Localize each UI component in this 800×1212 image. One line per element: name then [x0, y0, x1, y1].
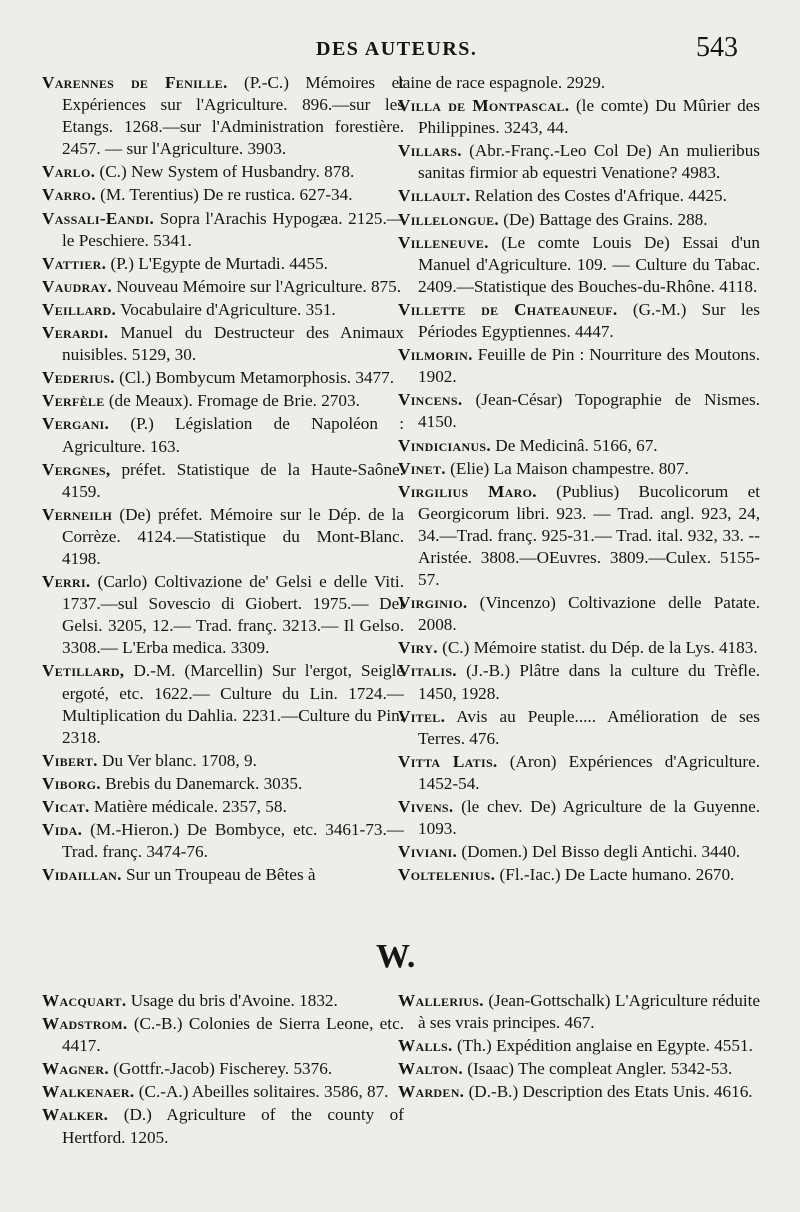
index-entry — [398, 841, 760, 863]
entry-author-name: Vederius. — [42, 368, 115, 388]
index-entry — [398, 1035, 760, 1057]
entry-text: (Isaac) The compleat Angler. 5342-53. — [462, 1059, 733, 1079]
entry-author-name: Vincens. — [398, 390, 463, 410]
entry-text: (P.-C.) Mémoires et Expériences sur l'Agriculture. 896.—sur les Etangs. 1268.—sur l'Administration forestière. 2457. — sur l'Agriculture. 3903. — [62, 73, 404, 159]
entry-author-name: Vilmorin. — [398, 345, 473, 365]
entry-text: (Publius) Bucolicorum et Georgicorum libri. 923. — Trad. angl. 923, 24, 34.—Trad. franç. 925-31.— Trad. ital. 932, 33. -- Aristée. 3808.—OEuvres. 3809.—Culex. 5155-57. — [418, 481, 760, 590]
entry-text: Vocabulaire d'Agriculture. 351. — [116, 299, 336, 319]
entry-author-name: Wallerius. — [398, 991, 484, 1010]
index-entry — [398, 95, 760, 139]
entry-text: (De) Battage des Grains. 288. — [499, 209, 708, 229]
entry-author-name: Vindicianus. — [398, 435, 491, 455]
entry-text: (Carlo) Coltivazione de' Gelsi e delle Viti. 1737.—sul Sovescio di Giobert. 1975.— Dei Gelsi. 3205, 12.— Trad. franç. 3213.— Il Gelso. 3308.— L'Erba medica. 3309. — [62, 572, 404, 658]
entry-text: (P.) Législation de Napoléon : Agriculture. 163. — [62, 414, 404, 456]
entry-author-name: Varro. — [42, 185, 96, 205]
entry-author-name: Verfèle — [42, 391, 105, 411]
entry-author-name: Warden. — [398, 1082, 465, 1102]
entry-author-name: Viry. — [398, 638, 438, 658]
entry-text: (Domen.) Del Bisso degli Antichi. 3440. — [457, 842, 741, 862]
entry-text: (C.) Mémoire statist. du Dép. de la Lys. 4183. — [437, 638, 758, 658]
entry-text: Du Ver blanc. 1708, 9. — [97, 750, 257, 770]
index-entry — [42, 161, 404, 183]
entry-text: Manuel du Destructeur des Animaux nuisibles. 5129, 30. — [62, 323, 404, 365]
entry-text: Relation des Costes d'Afrique. 4425. — [470, 186, 727, 206]
running-head — [0, 30, 800, 70]
entry-author-name: Vicat. — [42, 797, 90, 816]
entry-author-name: Varlo. — [42, 162, 96, 182]
entry-text: laine de race espagnole. 2929. — [398, 73, 606, 92]
index-column-left-w — [42, 990, 404, 1150]
entry-author-name: Virginio. — [398, 593, 468, 613]
index-entry — [398, 299, 760, 343]
index-column-left-v — [42, 72, 404, 887]
entry-author-name: Villars. — [398, 141, 462, 161]
index-entry — [398, 796, 760, 840]
entry-text: Sopra l'Arachis Hypogæa. 2125.—le Peschiere. 5341. — [62, 208, 404, 250]
index-entry — [398, 185, 760, 207]
entry-text: préfet. Statistique de la Haute-Saône. 4159. — [62, 459, 404, 501]
entry-author-name: Vattier. — [42, 253, 107, 273]
index-entry — [398, 209, 760, 231]
entry-text: (Abr.-Franç.-Leo Col De) An mulieribus sanitas firmior ab equestri Venatione? 4983. — [418, 141, 760, 183]
index-entry — [398, 706, 760, 750]
entry-author-name: Verardi. — [42, 323, 109, 343]
index-entry — [42, 367, 404, 389]
index-entry — [42, 72, 404, 160]
index-entry — [42, 208, 404, 252]
index-entry — [398, 637, 760, 659]
section-letter: W. — [376, 938, 416, 975]
entry-author-name: Verneilh — [42, 504, 113, 524]
index-entry — [398, 1081, 760, 1103]
index-entry — [42, 459, 404, 503]
entry-author-name: Walton. — [398, 1059, 463, 1079]
index-entry — [42, 796, 404, 818]
entry-author-name: Viborg. — [42, 773, 101, 793]
index-entry — [398, 990, 760, 1034]
entry-text: (C.-B.) Colonies de Sierra Leone, etc. 4417. — [62, 1014, 404, 1056]
entry-author-name: Villette de Chateauneuf. — [398, 299, 618, 319]
index-entry — [42, 390, 404, 412]
index-entry — [42, 184, 404, 206]
entry-author-name: Viviani. — [398, 842, 458, 862]
entry-text: Feuille de Pin : Nourriture des Moutons. 1902. — [418, 345, 760, 387]
index-entry — [398, 864, 760, 886]
entry-text: (de Meaux). Fromage de Brie. 2703. — [104, 391, 360, 411]
index-entry — [398, 435, 760, 457]
entry-author-name: Walkenaer. — [42, 1082, 135, 1102]
index-entry — [398, 232, 760, 298]
index-entry — [398, 458, 760, 480]
entry-text: (Jean-César) Topographie de Nismes. 4150. — [418, 390, 760, 432]
entry-text: (C.-A.) Abeilles solitaires. 3586, 87. — [134, 1082, 389, 1102]
entry-text: (Gottfr.-Jacob) Fischerey. 5376. — [108, 1059, 333, 1079]
entry-text: (G.-M.) Sur les Périodes Egyptiennes. 4447. — [418, 299, 760, 342]
entry-text: Sur un Troupeau de Bêtes à — [121, 865, 316, 885]
entry-text: Brebis du Danemarck. 3035. — [100, 773, 303, 793]
index-entry — [42, 413, 404, 457]
index-entry — [42, 1058, 404, 1080]
entry-text: Matière médicale. 2357, 58. — [89, 797, 287, 816]
index-entry — [42, 819, 404, 863]
index-entry — [398, 72, 760, 94]
entry-text: (le comte) Du Mûrier des Philippines. 3243, 44. — [418, 96, 760, 138]
index-entry — [42, 1081, 404, 1103]
entry-author-name: Vergnes, — [42, 459, 111, 479]
index-entry — [398, 140, 760, 184]
entry-text: (D.-B.) Description des Etats Unis. 4616. — [464, 1082, 753, 1102]
index-entry — [398, 1058, 760, 1080]
entry-text: (M. Terentius) De re rustica. 627-34. — [95, 185, 353, 205]
entry-author-name: Vivens. — [398, 797, 454, 816]
index-entry — [42, 276, 404, 298]
entry-author-name: Vaudray. — [42, 276, 113, 296]
index-entry — [42, 864, 404, 886]
entry-author-name: Vinet. — [398, 458, 446, 478]
entry-text: (le chev. De) Agriculture de la Guyenne. 1093. — [418, 797, 760, 839]
entry-author-name: Villelongue. — [398, 209, 499, 229]
index-entry — [42, 660, 404, 748]
entry-text: (Aron) Expériences d'Agriculture. 1452-54. — [418, 751, 760, 793]
entry-text: (De) préfet. Mémoire sur le Dép. de la Corrèze. 4124.—Statistique du Mont-Blanc. 4198. — [62, 504, 404, 568]
index-entry — [42, 299, 404, 321]
index-entry — [398, 592, 760, 636]
entry-text: D.-M. (Marcellin) Sur l'ergot, Seigle ergoté, etc. 1622.— Culture du Lin. 1724.—Multiplication du Dahlia. 2231.—Culture du Pin. 2318. — [62, 661, 404, 747]
index-entry — [42, 322, 404, 366]
entry-author-name: Virgilius Maro. — [398, 481, 537, 501]
index-entry — [398, 751, 760, 795]
entry-author-name: Vida. — [42, 820, 83, 840]
entry-text: (M.-Hieron.) De Bombyce, etc. 3461-73.—Trad. franç. 3474-76. — [62, 820, 404, 862]
entry-author-name: Vitalis. — [398, 661, 457, 681]
entry-author-name: Verri. — [42, 572, 91, 592]
index-entry — [42, 1013, 404, 1057]
entry-text: (J.-B.) Plâtre dans la culture du Trèfle. 1450, 1928. — [418, 661, 760, 703]
index-entry — [398, 344, 760, 388]
index-entry — [42, 773, 404, 795]
entry-author-name: Walls. — [398, 1036, 453, 1056]
entry-text: (Fl.-Iac.) De Lacte humano. 2670. — [495, 865, 735, 885]
entry-text: (Elie) La Maison champestre. 807. — [445, 458, 689, 478]
entry-author-name: Villa de Montpascal. — [398, 96, 570, 116]
entry-text: (D.) Agriculture of the county of Hertford. 1205. — [62, 1105, 404, 1147]
entry-author-name: Wacquart. — [42, 991, 127, 1010]
entry-author-name: Vitta Latis. — [398, 751, 498, 771]
entry-text: (Cl.) Bombycum Metamorphosis. 3477. — [114, 368, 395, 388]
index-entry — [42, 253, 404, 275]
entry-author-name: Varennes de Fenille. — [42, 73, 228, 92]
entry-author-name: Vetillard, — [42, 661, 125, 681]
index-entry — [398, 660, 760, 704]
entry-text: Usage du bris d'Avoine. 1832. — [126, 991, 338, 1010]
entry-author-name: Vitel. — [398, 706, 446, 726]
running-title: DES AUTEURS. — [316, 38, 478, 60]
index-column-right-w — [398, 990, 760, 1104]
index-entry — [42, 571, 404, 659]
entry-author-name: Vergani. — [42, 414, 110, 434]
entry-text: (Th.) Expédition anglaise en Egypte. 4551. — [452, 1036, 753, 1056]
index-entry — [42, 504, 404, 570]
entry-text: Nouveau Mémoire sur l'Agriculture. 875. — [112, 276, 402, 296]
entry-text: (Le comte Louis De) Essai d'un Manuel d'Agriculture. 109. — Culture du Tabac. 2409.—Statistique des Bouches-du-Rhône. 4118. — [418, 232, 760, 296]
entry-author-name: Walker. — [42, 1105, 109, 1125]
entry-text: (P.) L'Egypte de Murtadi. 4455. — [106, 253, 328, 273]
entry-text: (C.) New System of Husbandry. 878. — [95, 162, 355, 182]
entry-text: Avis au Peuple..... Amélioration de ses Terres. 476. — [418, 706, 760, 748]
index-entry — [42, 1104, 404, 1148]
entry-author-name: Wadstrom. — [42, 1014, 128, 1034]
index-entry — [398, 481, 760, 591]
entry-author-name: Wagner. — [42, 1059, 109, 1079]
index-entry — [398, 389, 760, 433]
entry-author-name: Villault. — [398, 186, 471, 206]
entry-text: De Medicinâ. 5166, 67. — [491, 435, 658, 455]
entry-author-name: Veillard. — [42, 299, 117, 319]
entry-author-name: Villeneuve. — [398, 232, 489, 252]
index-column-right-v — [398, 72, 760, 887]
entry-author-name: Vibert. — [42, 750, 98, 770]
page-number: 543 — [696, 32, 738, 63]
entry-author-name: Voltelenius. — [398, 865, 496, 885]
entry-text: (Vincenzo) Coltivazione delle Patate. 2008. — [418, 593, 760, 635]
entry-author-name: Vidaillan. — [42, 865, 122, 885]
index-entry — [42, 990, 404, 1012]
index-entry — [42, 750, 404, 772]
entry-author-name: Vassali-Eandi. — [42, 208, 155, 228]
entry-text: (Jean-Gottschalk) L'Agriculture réduite à ses vrais principes. 467. — [418, 991, 760, 1033]
